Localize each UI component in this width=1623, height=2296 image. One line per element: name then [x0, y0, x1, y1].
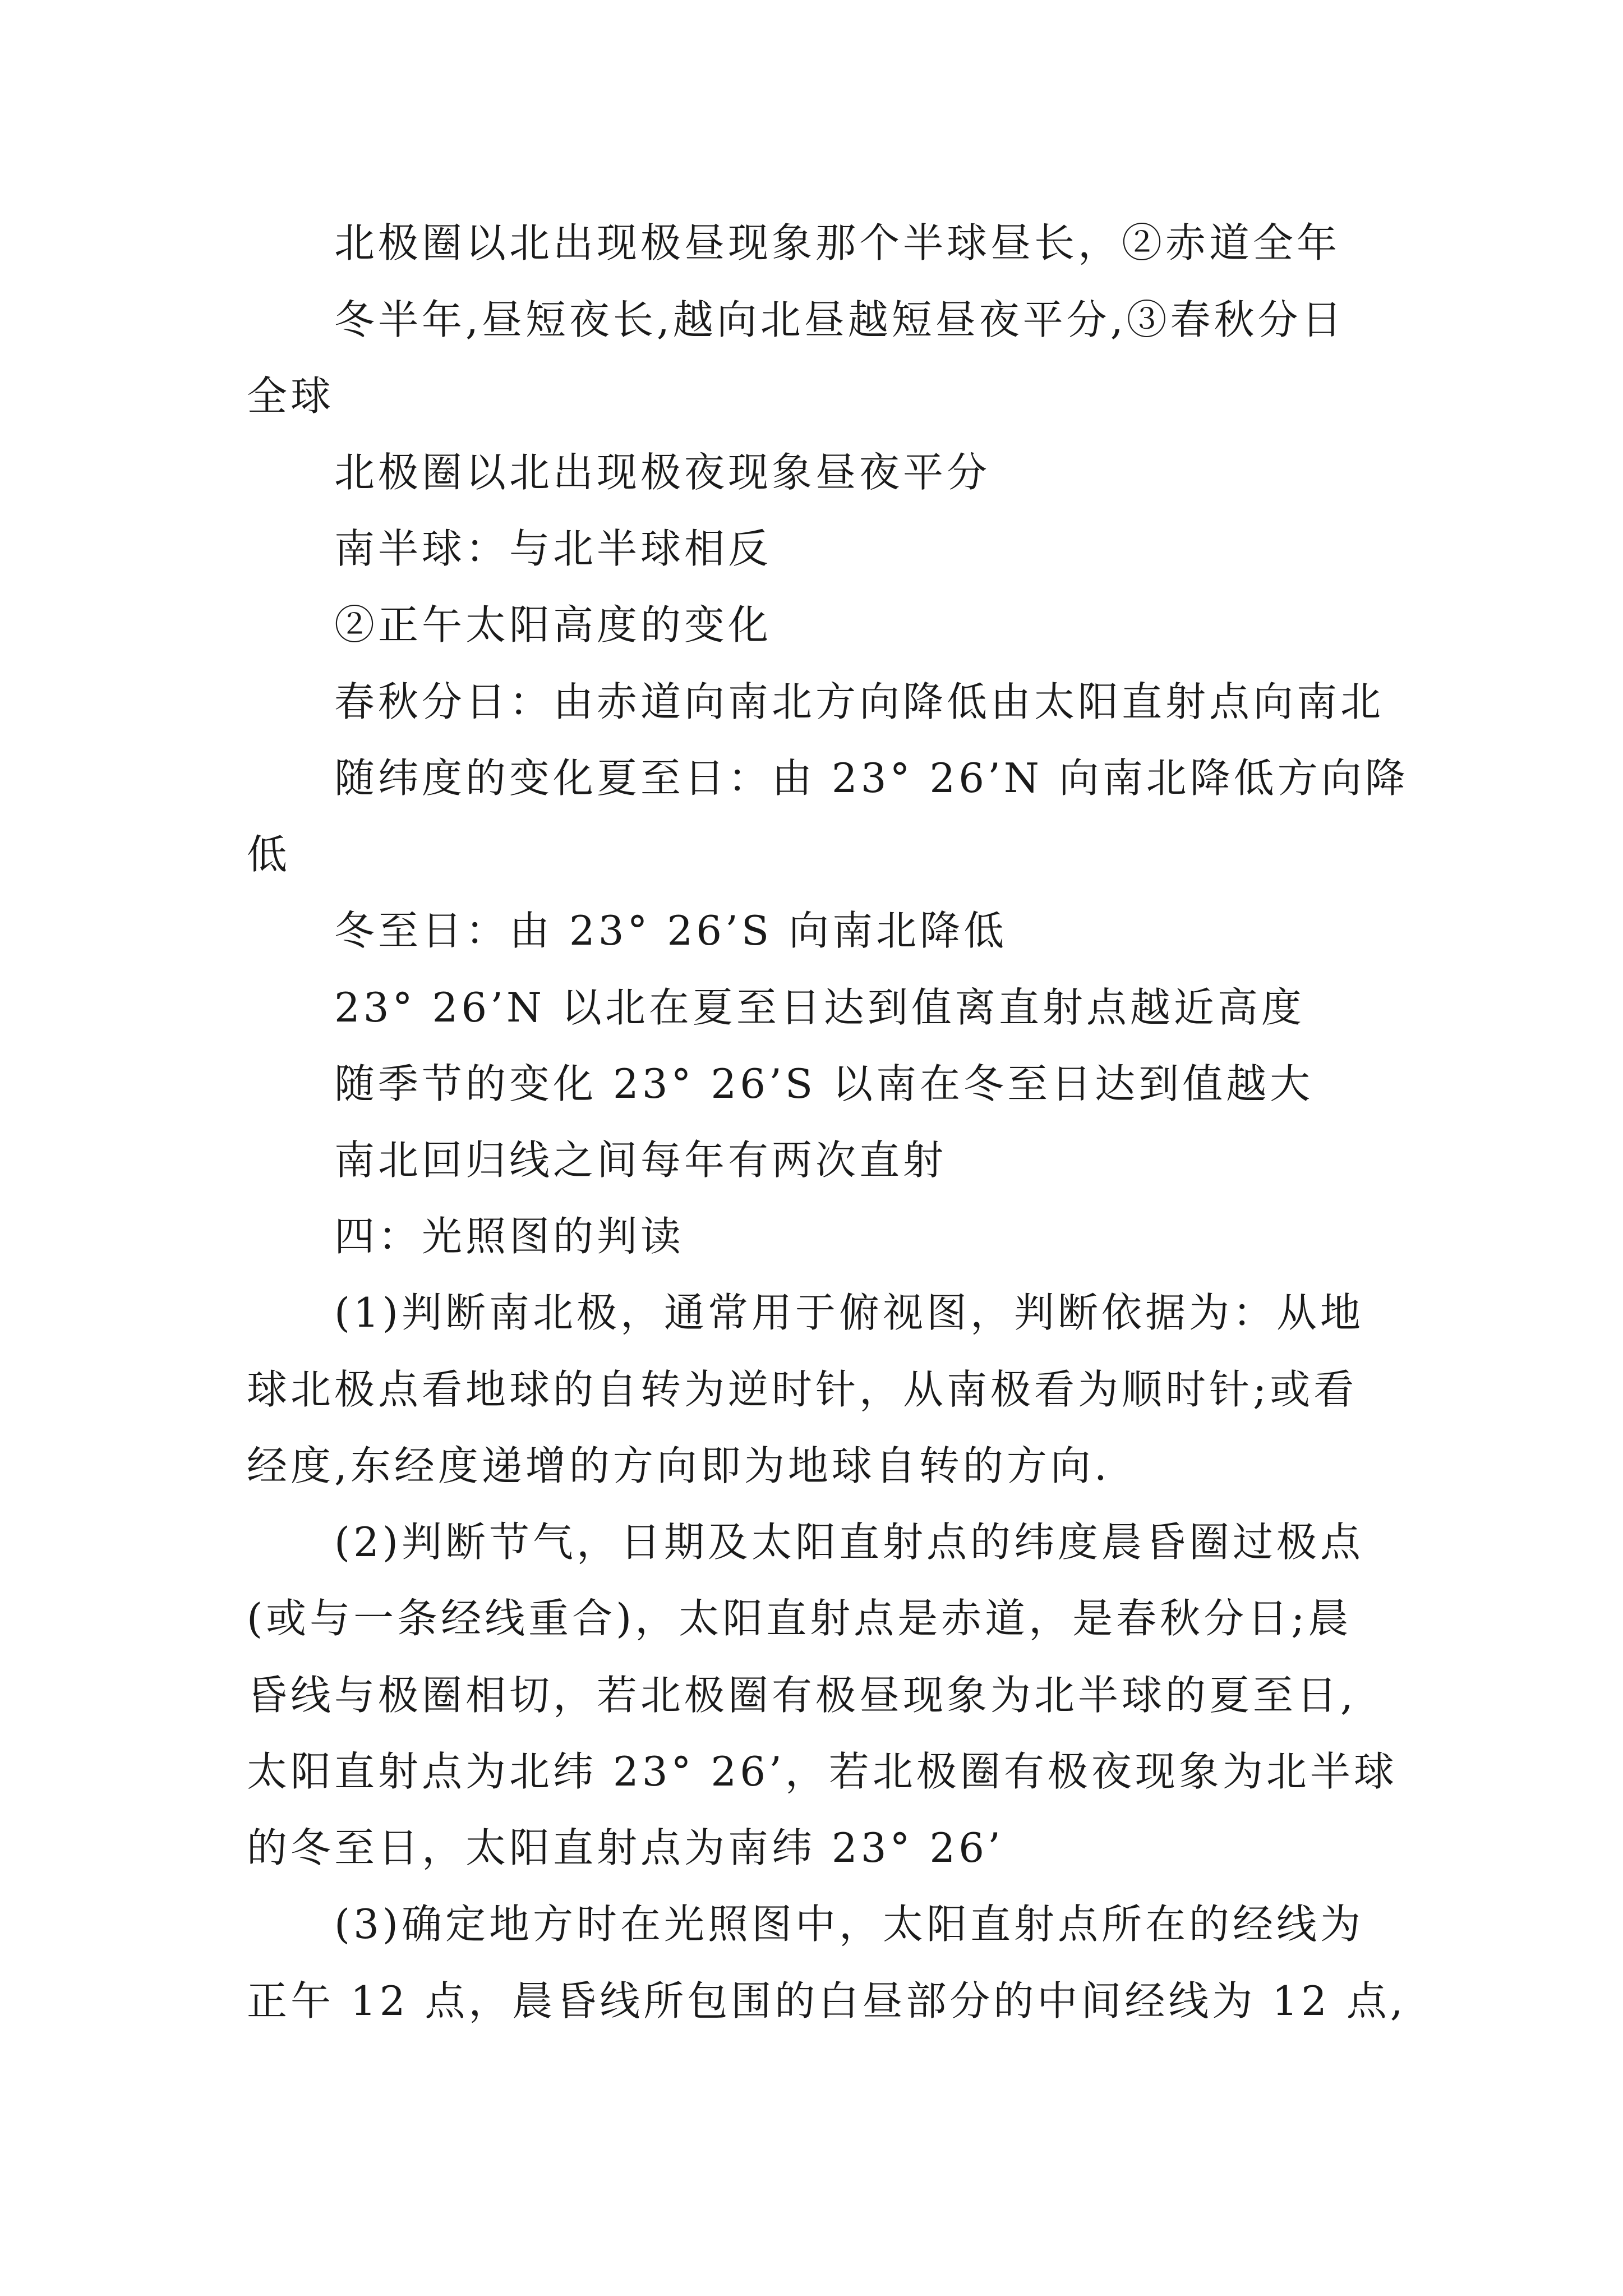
- text-line-15: (1)判断南北极，通常用于俯视图，判断依据为：从地: [334, 1289, 1364, 1336]
- text-line-12: 随季节的变化 23° 26’S 以南在冬至日达到值越大: [334, 1060, 1314, 1107]
- text-line-5: 南半球：与北半球相反: [334, 525, 772, 572]
- text-line-19: (或与一条经线重合)，太阳直射点是赤道，是春秋分日;晨: [247, 1595, 1352, 1642]
- text-line-6: ②正午太阳高度的变化: [334, 601, 772, 648]
- text-line-9: 低: [247, 831, 291, 878]
- text-line-17: 经度,东经度递增的方向即为地球自转的方向.: [247, 1442, 1110, 1489]
- text-line-1: 北极圈以北出现极昼现象那个半球昼长，②赤道全年: [334, 219, 1341, 266]
- text-line-2: 冬半年,昼短夜长,越向北昼越短昼夜平分,③春秋分日: [334, 296, 1345, 343]
- text-line-24: 正午 12 点，晨昏线所包围的白昼部分的中间经线为 12 点,: [247, 1977, 1407, 2024]
- text-line-20: 昏线与极圈相切，若北极圈有极昼现象为北半球的夏至日,: [247, 1672, 1357, 1719]
- text-line-11: 23° 26’N 以北在夏至日达到值离直射点越近高度: [334, 984, 1305, 1031]
- text-line-23: (3)确定地方时在光照图中，太阳直射点所在的经线为: [334, 1901, 1364, 1948]
- text-line-14: 四：光照图的判读: [334, 1213, 685, 1260]
- text-line-21: 太阳直射点为北纬 23° 26’，若北极圈有极夜现象为北半球: [247, 1748, 1398, 1795]
- text-line-10: 冬至日：由 23° 26’S 向南北降低: [334, 907, 1008, 954]
- text-line-22: 的冬至日，太阳直射点为南纬 23° 26’: [247, 1824, 1004, 1871]
- text-line-7: 春秋分日：由赤道向南北方向降低由太阳直射点向南北: [334, 678, 1385, 725]
- text-line-4: 北极圈以北出现极夜现象昼夜平分: [334, 449, 991, 496]
- text-line-3: 全球: [247, 372, 335, 420]
- text-line-16: 球北极点看地球的自转为逆时针，从南极看为顺时针;或看: [247, 1366, 1358, 1413]
- text-line-13: 南北回归线之间每年有两次直射: [334, 1137, 947, 1184]
- text-line-8: 随纬度的变化夏至日：由 23° 26’N 向南北降低方向降: [334, 754, 1409, 802]
- text-line-18: (2)判断节气，日期及太阳直射点的纬度晨昏圈过极点: [334, 1519, 1364, 1566]
